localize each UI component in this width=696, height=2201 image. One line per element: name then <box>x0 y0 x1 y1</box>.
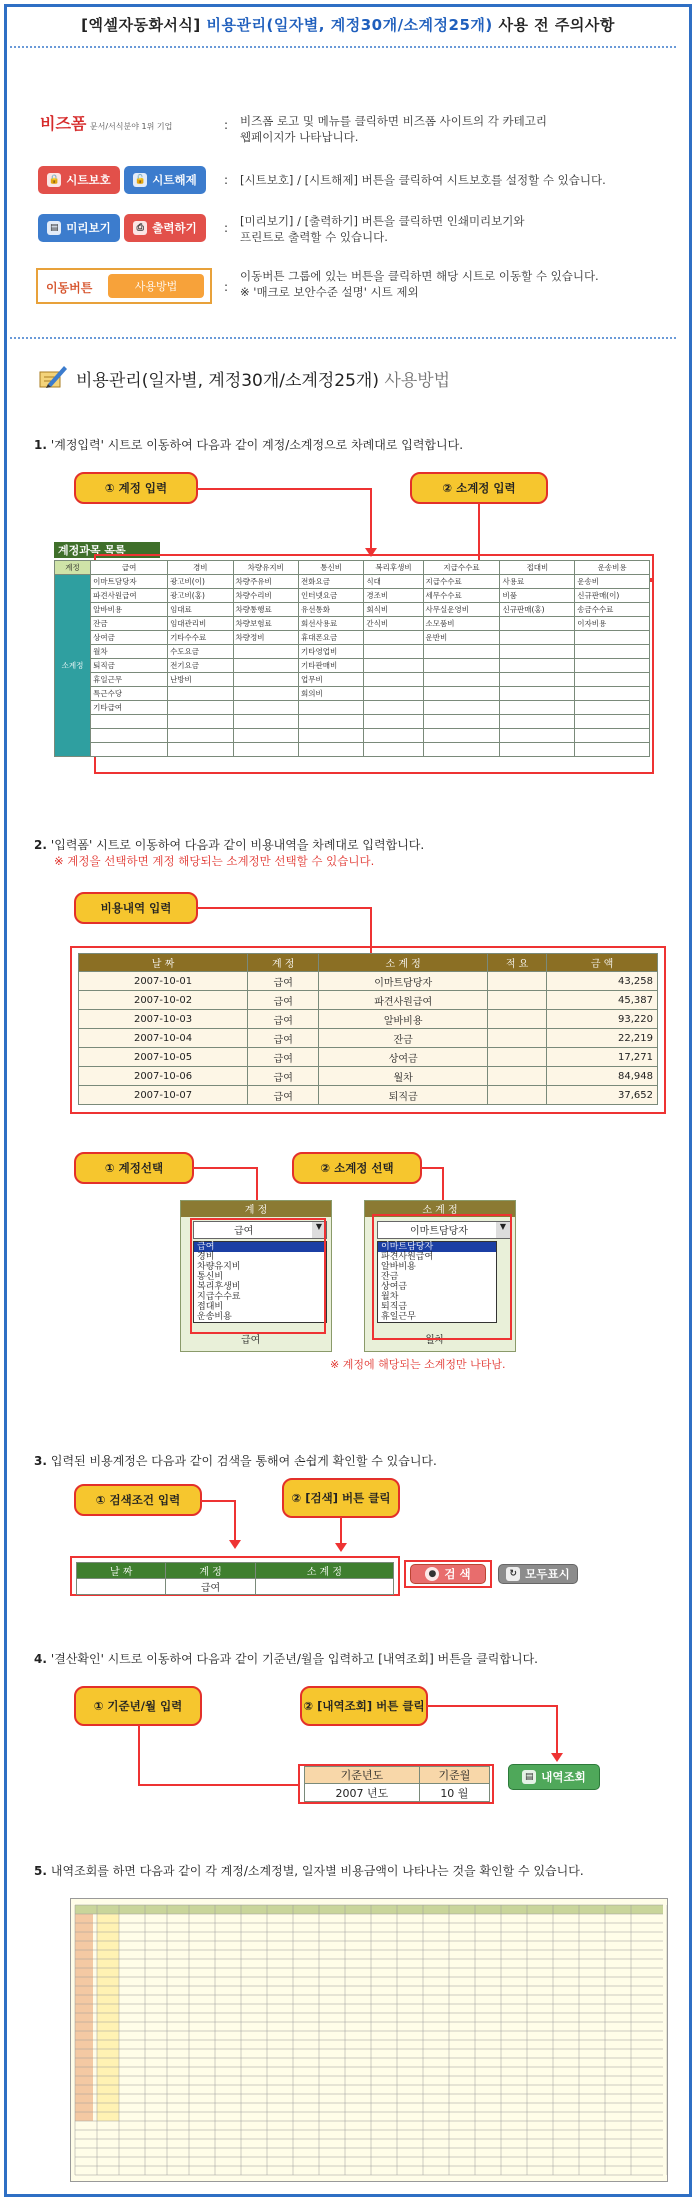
dropdown-option[interactable]: 차량유지비 <box>197 1262 241 1272</box>
table-row <box>79 972 658 991</box>
subaccount-cell[interactable]: 회식비 <box>364 603 423 617</box>
callout-expense-input: 비용내역 입력 <box>74 892 198 924</box>
subaccount-cell[interactable]: 휴일근무 <box>91 673 168 687</box>
dropdown-option[interactable]: 잔금 <box>381 1272 399 1282</box>
subaccount-cell[interactable] <box>168 687 233 701</box>
dropdown-option[interactable]: 파견사원급여 <box>381 1252 434 1262</box>
dropdown-option[interactable]: 운송비용 <box>197 1312 232 1322</box>
subaccount-cell[interactable]: 수도요금 <box>168 645 233 659</box>
usage-button[interactable]: 사용방법 <box>108 274 204 298</box>
table-row <box>55 645 650 659</box>
expense-cell[interactable]: 이마트담당자 <box>319 972 488 991</box>
subaccount-cell[interactable] <box>423 673 500 687</box>
subaccount-cell[interactable] <box>91 729 168 743</box>
subaccount-cell[interactable] <box>168 701 233 715</box>
dropdown-option[interactable]: 월차 <box>381 1292 399 1302</box>
subaccount-cell[interactable] <box>233 729 298 743</box>
expense-cell[interactable] <box>488 1010 547 1029</box>
account-header-cell[interactable]: 차량유지비 <box>233 561 298 575</box>
col-header: 계정 <box>55 561 91 575</box>
expense-table <box>78 953 658 1105</box>
subaccount-cell[interactable]: 알바비용 <box>91 603 168 617</box>
subaccount-cell[interactable]: 차량통행료 <box>233 603 298 617</box>
subaccount-cell[interactable]: 기타수수료 <box>168 631 233 645</box>
subaccount-cell[interactable] <box>364 645 423 659</box>
account-header-cell[interactable]: 지급수수료 <box>423 561 500 575</box>
subaccount-cell[interactable]: 광고비(홍) <box>168 589 233 603</box>
subaccount-cell[interactable] <box>364 631 423 645</box>
subaccount-cell[interactable] <box>233 687 298 701</box>
subaccount-cell[interactable]: 파견사원급여 <box>91 589 168 603</box>
print-button[interactable]: ⎙ 출력하기 <box>124 214 206 242</box>
subaccount-cell[interactable] <box>298 729 363 743</box>
callout-subaccount-select: ② 소계정 선택 <box>292 1152 422 1184</box>
table-row <box>55 743 650 757</box>
subaccount-cell[interactable] <box>500 729 575 743</box>
subaccount-cell[interactable]: 특근수당 <box>91 687 168 701</box>
base-date-table: 기준년도 기준월 2007 년도 10 월 <box>304 1766 490 1802</box>
expense-cell[interactable]: 37,652 <box>547 1086 658 1105</box>
account-header-cell[interactable]: 운송비용 <box>575 561 650 575</box>
base-year-input[interactable]: 2007 년도 <box>305 1784 420 1802</box>
subaccount-cell[interactable] <box>575 701 650 715</box>
subaccount-cell[interactable] <box>500 659 575 673</box>
subaccount-cell[interactable] <box>168 715 233 729</box>
preview-icon: ▤ <box>47 221 61 235</box>
expense-cell[interactable]: 2007-10-03 <box>79 1010 248 1029</box>
expense-cell[interactable]: 알바비용 <box>319 1010 488 1029</box>
expense-cell[interactable]: 상여금 <box>319 1048 488 1067</box>
subaccount-cell[interactable]: 잔금 <box>91 617 168 631</box>
expense-header-cell: 계 정 <box>248 954 319 972</box>
subaccount-cell[interactable]: 전기요금 <box>168 659 233 673</box>
subaccount-cell[interactable]: 세무수수료 <box>423 589 500 603</box>
expense-header-cell: 적 요 <box>488 954 547 972</box>
table-row <box>55 631 650 645</box>
subaccount-cell[interactable]: 휴대폰요금 <box>298 631 363 645</box>
subaccount-cell[interactable]: 사용료 <box>500 575 575 589</box>
callout-subaccount-input: ② 소계정 입력 <box>410 472 548 504</box>
subaccount-cell[interactable] <box>500 687 575 701</box>
table-row <box>55 603 650 617</box>
expense-header-cell: 날 짜 <box>79 954 248 972</box>
account-header-cell[interactable]: 급여 <box>91 561 168 575</box>
subaccount-cell[interactable]: 경조비 <box>364 589 423 603</box>
subaccount-cell[interactable] <box>91 715 168 729</box>
subaccount-cell[interactable]: 이자비용 <box>575 617 650 631</box>
subaccount-cell[interactable]: 차량정비 <box>233 631 298 645</box>
subaccount-cell[interactable] <box>364 743 423 757</box>
subaccount-cell[interactable]: 간식비 <box>364 617 423 631</box>
expense-cell[interactable]: 2007-10-02 <box>79 991 248 1010</box>
date-cell[interactable] <box>77 1579 166 1595</box>
subaccount-cell[interactable]: 전화요금 <box>298 575 363 589</box>
subaccount-cell[interactable]: 기타영업비 <box>298 645 363 659</box>
table-row <box>79 991 658 1010</box>
subaccount-cell[interactable]: 차량보험료 <box>233 617 298 631</box>
subaccount-cell[interactable] <box>500 645 575 659</box>
note-4: 이동버튼 그룹에 있는 버튼을 클릭하면 해당 시트로 이동할 수 있습니다. ※ '매크로 보안수준 설명' 시트 제외 <box>240 269 599 299</box>
dropdown-option[interactable]: 퇴직금 <box>381 1302 408 1312</box>
search-table <box>76 1562 394 1595</box>
dropdown-option[interactable]: 지급수수료 <box>197 1292 241 1302</box>
table-row <box>55 617 650 631</box>
note-1: 비즈폼 로고 및 메뉴를 클릭하면 비즈폼 사이트의 각 카테고리 웹페이지가 나타납니다. <box>240 114 547 144</box>
subaccount-cell[interactable] <box>575 673 650 687</box>
table-row <box>55 687 650 701</box>
subaccount-cell[interactable]: 운반비 <box>423 631 500 645</box>
subaccount-cell[interactable] <box>364 715 423 729</box>
dropdown-option[interactable]: 접대비 <box>197 1302 224 1312</box>
account-header-cell[interactable]: 접대비 <box>500 561 575 575</box>
expense-cell[interactable]: 2007-10-07 <box>79 1086 248 1105</box>
subaccount-cell[interactable]: 지급수수료 <box>423 575 500 589</box>
subaccount-cell[interactable]: 임대관리비 <box>168 617 233 631</box>
expense-cell[interactable]: 43,258 <box>547 972 658 991</box>
expense-cell[interactable]: 2007-10-01 <box>79 972 248 991</box>
subaccount-cell[interactable] <box>575 645 650 659</box>
search-header-cell: 날 짜 <box>77 1563 166 1579</box>
note-3: [미리보기] / [출력하기] 버튼을 클릭하면 인쇄미리보기와 프린트로 출력할 수 있습니다. <box>240 214 525 244</box>
search-button[interactable]: ● 검 색 <box>410 1564 486 1584</box>
account-header-cell[interactable]: 통신비 <box>298 561 363 575</box>
step-1-text: 1. '계정입력' 시트로 이동하여 다음과 같이 계정/소계정으로 차례대로 입력합니다. <box>34 438 464 452</box>
step-2-text: 2. '입력폼' 시트로 이동하여 다음과 같이 비용내역을 차례대로 입력합니다. <box>34 838 425 852</box>
table-row <box>55 729 650 743</box>
subaccount-cell[interactable]: 임대료 <box>168 603 233 617</box>
subaccount-cell[interactable] <box>298 701 363 715</box>
subaccount-cell[interactable]: 식대 <box>364 575 423 589</box>
account-list-table <box>54 560 650 757</box>
dropdown-option[interactable]: 복리후생비 <box>197 1282 241 1292</box>
table-row <box>79 1048 658 1067</box>
subaccount-cell[interactable] <box>500 743 575 757</box>
subaccount-cell[interactable] <box>500 701 575 715</box>
subaccount-cell[interactable] <box>233 743 298 757</box>
expense-cell[interactable]: 급여 <box>248 1010 319 1029</box>
table-row <box>55 673 650 687</box>
subaccount-cell[interactable] <box>233 673 298 687</box>
dropdown-option[interactable]: 휴일근무 <box>381 1312 416 1322</box>
table-row <box>79 1067 658 1086</box>
base-month-input[interactable]: 10 월 <box>419 1784 489 1802</box>
table-row <box>55 701 650 715</box>
subaccount-cell[interactable]: 유선통화 <box>298 603 363 617</box>
dropdown-option[interactable]: 통신비 <box>197 1272 224 1282</box>
subaccount-cell[interactable] <box>575 729 650 743</box>
row-header: 소계정 <box>55 575 91 757</box>
search-header-cell: 계 정 <box>166 1563 255 1579</box>
expense-cell[interactable]: 2007-10-06 <box>79 1067 248 1086</box>
subaccount-cell[interactable] <box>500 673 575 687</box>
document-icon: ▤ <box>522 1770 536 1784</box>
dropdown-arrow-icon[interactable]: ▼ <box>496 1222 510 1238</box>
expense-cell[interactable] <box>488 1086 547 1105</box>
subaccount-cell[interactable] <box>423 659 500 673</box>
subaccount-cell[interactable]: 광고비(이) <box>168 575 233 589</box>
expense-cell[interactable]: 월차 <box>319 1067 488 1086</box>
subaccount-cell[interactable]: 차량수리비 <box>233 589 298 603</box>
expense-cell[interactable]: 급여 <box>248 1086 319 1105</box>
subaccount-cell[interactable]: 상여금 <box>91 631 168 645</box>
subaccount-cell[interactable] <box>500 617 575 631</box>
show-all-button[interactable]: ↻ 모두표시 <box>498 1564 578 1584</box>
sheet-protect-button[interactable]: 🔒 시트보호 <box>38 166 120 194</box>
subaccount-cell[interactable] <box>423 687 500 701</box>
subaccount-cell[interactable]: 신규판매(이) <box>575 589 650 603</box>
expense-cell[interactable] <box>488 972 547 991</box>
account-select[interactable]: 급여 ▼ <box>193 1221 327 1239</box>
result-sheet-preview <box>70 1898 668 2182</box>
account-list-tab: 계정과목 목록 <box>54 542 160 558</box>
section-title: 비용관리(일자별, 계정30개/소계정25개) 사용방법 <box>76 371 451 391</box>
dropdown-option[interactable]: 상여금 <box>381 1282 408 1292</box>
subaccount-cell[interactable] <box>91 743 168 757</box>
step-2-note: ※ 계정을 선택하면 계정 해당되는 소계정만 선택할 수 있습니다. <box>54 854 375 868</box>
table-row <box>55 659 650 673</box>
dropdown-option[interactable]: 이마트담당자 <box>378 1242 496 1252</box>
table-row <box>55 575 650 589</box>
subaccount-cell[interactable] <box>575 687 650 701</box>
expense-cell[interactable]: 급여 <box>248 972 319 991</box>
dropdown-arrow-icon[interactable]: ▼ <box>312 1222 326 1238</box>
table-row <box>79 1010 658 1029</box>
subaccount-cell[interactable]: 송금수수료 <box>575 603 650 617</box>
step-3-text: 3. 입력된 비용계정은 다음과 같이 검색을 통해여 손쉽게 확인할 수 있습니다. <box>34 1454 437 1468</box>
step-4-text: 4. '결산확인' 시트로 이동하여 다음과 같이 기준년/월을 입력하고 [내역조회] 버튼을 클릭합니다. <box>34 1652 538 1666</box>
subaccount-cell[interactable] <box>364 659 423 673</box>
expense-cell[interactable]: 급여 <box>248 991 319 1010</box>
lookup-button[interactable]: ▤ 내역조회 <box>508 1764 600 1790</box>
expense-cell[interactable] <box>488 1029 547 1048</box>
expense-cell[interactable]: 급여 <box>248 1067 319 1086</box>
printer-icon: ⎙ <box>133 221 147 235</box>
expense-cell[interactable]: 잔금 <box>319 1029 488 1048</box>
subaccount-cell[interactable]: 신규판매(홍) <box>500 603 575 617</box>
table-row <box>79 1086 658 1105</box>
expense-cell[interactable] <box>488 1067 547 1086</box>
subaccount-cell[interactable] <box>575 715 650 729</box>
subaccount-cell[interactable]: 소모품비 <box>423 617 500 631</box>
subaccount-select[interactable]: 이마트담당자 ▼ <box>377 1221 511 1239</box>
subaccount-cell[interactable]: 운송비 <box>575 575 650 589</box>
expense-cell[interactable]: 22,219 <box>547 1029 658 1048</box>
subaccount-cell[interactable] <box>233 701 298 715</box>
subaccount-cell[interactable] <box>364 729 423 743</box>
dropdown-note: ※ 계정에 해당되는 소계정만 나타남. <box>330 1358 506 1371</box>
callout-year-month: ① 기준년/월 입력 <box>74 1686 202 1726</box>
expense-header-cell: 금 액 <box>547 954 658 972</box>
subaccount-cell[interactable]: 회의비 <box>298 687 363 701</box>
subaccount-cell[interactable] <box>423 645 500 659</box>
lock-icon: 🔒 <box>48 175 60 185</box>
subaccount-dropdown-sheet: 소 계 정 이마트담당자 ▼ 이마트담당자 파견사원급여 알바비용 잔금 상여금 월차 퇴직금 휴일근무 월차 <box>364 1200 516 1352</box>
subaccount-cell[interactable] <box>423 729 500 743</box>
table-row <box>55 589 650 603</box>
subaccount-cell[interactable]: 회선사용료 <box>298 617 363 631</box>
subaccount-cell[interactable]: 차량주유비 <box>233 575 298 589</box>
subaccount-cell[interactable] <box>423 701 500 715</box>
subaccount-cell[interactable] <box>168 729 233 743</box>
dropdown-option[interactable]: 알바비용 <box>381 1262 416 1272</box>
subaccount-cell[interactable]: 기타판매비 <box>298 659 363 673</box>
expense-cell[interactable]: 2007-10-04 <box>79 1029 248 1048</box>
divider <box>10 337 676 339</box>
expense-cell[interactable] <box>488 991 547 1010</box>
subaccount-cell[interactable] <box>575 659 650 673</box>
search-icon: ● <box>425 1567 439 1581</box>
step-5-text: 5. 내역조회를 하면 다음과 같이 각 계정/소계정별, 일자별 비용금액이 나타나는 것을 확인할 수 있습니다. <box>34 1864 584 1878</box>
search-header-cell: 소 계 정 <box>255 1563 393 1579</box>
subaccount-cell[interactable]: 업무비 <box>298 673 363 687</box>
subaccount-cell[interactable] <box>500 631 575 645</box>
table-row <box>79 1029 658 1048</box>
subaccount-cell[interactable] <box>575 743 650 757</box>
account-dropdown-sheet: 계 정 급여 ▼ 급여 경비 차량유지비 통신비 복리후생비 지급수수료 접대비 운송비용 급여 <box>180 1200 332 1352</box>
expense-header-cell: 소 계 정 <box>319 954 488 972</box>
subaccount-cell[interactable] <box>364 687 423 701</box>
account-cell[interactable]: 급여 <box>166 1579 255 1595</box>
account-header-cell[interactable]: 복리후생비 <box>364 561 423 575</box>
table-row <box>55 715 650 729</box>
sheet-unprotect-button[interactable]: 🔓 시트해제 <box>124 166 206 194</box>
unlock-icon: 🔓 <box>134 175 146 185</box>
expense-cell[interactable] <box>488 1048 547 1067</box>
expense-cell[interactable]: 93,220 <box>547 1010 658 1029</box>
subaccount-cell[interactable] <box>500 715 575 729</box>
subaccount-cell[interactable]: 이마트담당자 <box>91 575 168 589</box>
subaccount-cell[interactable]: 비품 <box>500 589 575 603</box>
subaccount-cell[interactable] <box>364 673 423 687</box>
expense-cell[interactable]: 급여 <box>248 1029 319 1048</box>
dropdown-option[interactable]: 경비 <box>197 1252 215 1262</box>
expense-cell[interactable]: 파견사원급여 <box>319 991 488 1010</box>
bizforms-logo[interactable]: 비즈폼 문서/서식분야 1위 기업 <box>40 114 173 133</box>
subaccount-cell[interactable] <box>298 743 363 757</box>
subaccount-cell[interactable] <box>233 715 298 729</box>
subaccount-cell[interactable]: 난방비 <box>168 673 233 687</box>
pencil-notebook-icon <box>38 364 68 390</box>
divider <box>10 46 676 48</box>
subaccount-cell[interactable]: 인터넷요금 <box>298 589 363 603</box>
subaccount-cell[interactable]: 퇴직금 <box>91 659 168 673</box>
subaccount-cell[interactable] <box>575 631 650 645</box>
subaccount-cell[interactable] <box>233 659 298 673</box>
callout-lookup-click: ② [내역조회] 버튼 클릭 <box>300 1686 428 1726</box>
move-label: 이동버튼 <box>46 281 93 295</box>
expense-cell[interactable]: 2007-10-05 <box>79 1048 248 1067</box>
subaccount-cell[interactable] <box>423 743 500 757</box>
expense-cell[interactable]: 17,271 <box>547 1048 658 1067</box>
callout-account-select: ① 계정선택 <box>74 1152 194 1184</box>
dropdown-option[interactable]: 급여 <box>194 1242 326 1252</box>
subaccount-cell[interactable] <box>298 715 363 729</box>
expense-cell[interactable]: 퇴직금 <box>319 1086 488 1105</box>
subaccount-cell[interactable] <box>168 743 233 757</box>
note-2: [시트보호] / [시트해제] 버튼을 클릭하여 시트보호를 설정할 수 있습니다. <box>240 173 606 187</box>
subaccount-cell[interactable] <box>364 701 423 715</box>
move-button-group <box>36 268 212 304</box>
subaccount-cell[interactable] <box>233 645 298 659</box>
subaccount-cell[interactable]: 사무실운영비 <box>423 603 500 617</box>
subaccount-cell[interactable] <box>255 1579 393 1595</box>
expense-cell[interactable]: 84,948 <box>547 1067 658 1086</box>
page-title: [엑셀자동화서식] 비용관리(일자별, 계정30개/소계정25개) 사용 전 주의사항 <box>81 16 615 34</box>
callout-account-input: ① 계정 입력 <box>74 472 198 504</box>
subaccount-cell[interactable] <box>423 715 500 729</box>
subaccount-cell[interactable]: 기타급여 <box>91 701 168 715</box>
refresh-icon: ↻ <box>506 1567 520 1581</box>
expense-cell[interactable]: 급여 <box>248 1048 319 1067</box>
callout-search-click: ② [검색] 버튼 클릭 <box>282 1478 400 1518</box>
account-header-cell[interactable]: 경비 <box>168 561 233 575</box>
callout-search-condition: ① 검색조건 입력 <box>74 1484 202 1516</box>
preview-button[interactable]: ▤ 미리보기 <box>38 214 120 242</box>
subaccount-cell[interactable]: 월차 <box>91 645 168 659</box>
expense-cell[interactable]: 45,387 <box>547 991 658 1010</box>
